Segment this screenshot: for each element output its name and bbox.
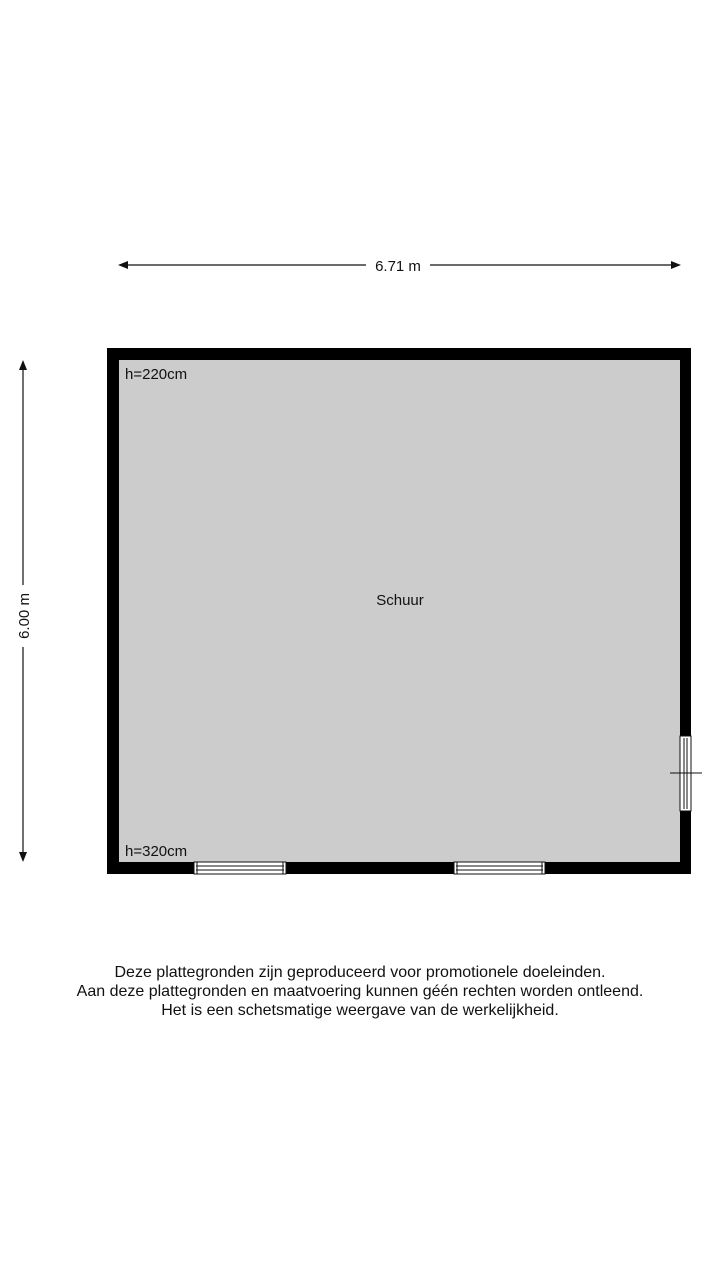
arrow-up-icon: [19, 360, 27, 370]
disclaimer: [0, 963, 720, 1020]
disclaimer-line-3: Het is een schetsmatige weergave van de werkelijkheid.: [161, 1002, 559, 1019]
room-label: Schuur: [376, 592, 424, 609]
height-dimension-label: 6.00 m: [16, 593, 33, 639]
room-floor: [118, 360, 680, 862]
arrow-down-icon: [19, 852, 27, 862]
wall-left: [107, 348, 119, 874]
arrow-left-icon: [118, 261, 128, 269]
height-dimension: [16, 360, 33, 862]
disclaimer-line-2: Aan deze plattegronden en maatvoering kunnen géén rechten worden ontleend.: [76, 983, 644, 1000]
arrow-right-icon: [671, 261, 681, 269]
wall-bottom-right: [545, 862, 691, 874]
width-dimension: [118, 258, 681, 275]
ceiling-height-bottom-left: h=320cm: [125, 843, 188, 860]
width-dimension-label: 6.71 m: [375, 258, 421, 275]
window-bottom-left: [194, 862, 286, 874]
wall-right-upper: [680, 348, 691, 736]
wall-bottom-left: [107, 862, 194, 874]
wall-bottom-middle: [286, 862, 454, 874]
disclaimer-line-1: Deze plattegronden zijn geproduceerd voor promotionele doeleinden.: [114, 964, 606, 981]
wall-top: [107, 348, 691, 360]
ceiling-height-top-left: h=220cm: [125, 366, 188, 383]
window-bottom-right: [454, 862, 545, 874]
